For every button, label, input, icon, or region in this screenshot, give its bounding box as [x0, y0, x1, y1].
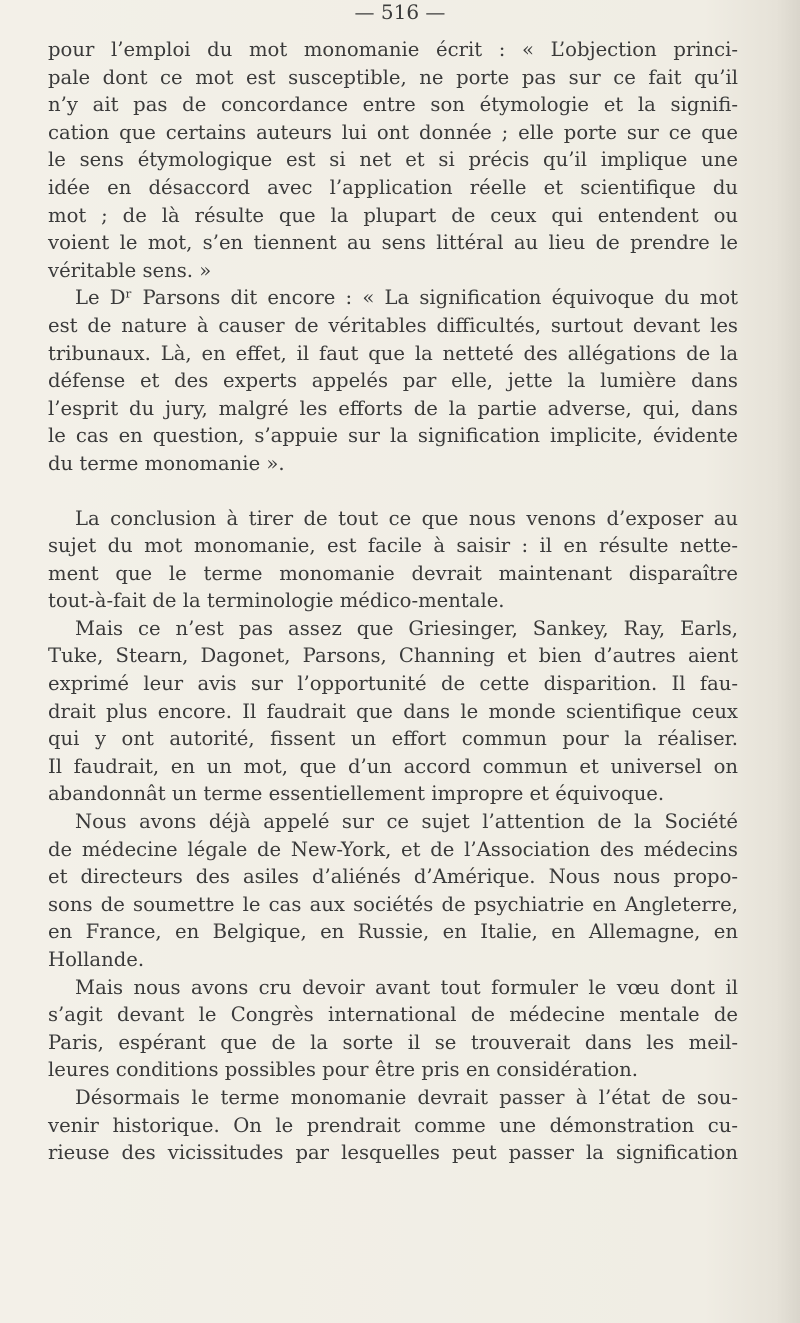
- text-line: qui y ont autorité, fissent un effort commun pour la réaliser.: [48, 727, 738, 751]
- text-line: mot ; de là résulte que la plupart de ceux qui entendent ou: [48, 203, 738, 227]
- text-line: sujet du mot monomanie, est facile à saisir : il en résulte nette-: [48, 534, 738, 558]
- text-line: exprimé leur avis sur l’opportunité de cette disparition. Il fau-: [48, 672, 738, 696]
- text-line: Le Dʳ Parsons dit encore : « La signification équivoque du mot: [75, 286, 738, 310]
- text-line: s’agit devant le Congrès international de médecine mentale de: [48, 1003, 738, 1027]
- text-line: du terme monomanie ».: [48, 451, 285, 475]
- text-line: La conclusion à tirer de tout ce que nous venons d’exposer au: [75, 506, 738, 530]
- text-line: Paris, espérant que de la sorte il se trouverait dans les meil-: [48, 1030, 738, 1054]
- paragraph: [48, 808, 738, 974]
- text-line: idée en désaccord avec l’application réelle et scientifique du: [48, 175, 738, 199]
- text-line: voient le mot, s’en tiennent au sens littéral au lieu de prendre le: [48, 231, 738, 255]
- text-line: sons de soumettre le cas aux sociétés de psychiatrie en Angleterre,: [48, 892, 738, 916]
- text-line: Désormais le terme monomanie devrait passer à l’état de sou-: [75, 1085, 738, 1109]
- text-line: véritable sens. »: [48, 258, 212, 282]
- text-line: Nous avons déjà appelé sur ce sujet l’attention de la Société: [75, 810, 738, 834]
- text-line: tribunaux. Là, en effet, il faut que la netteté des allégations de la: [48, 341, 738, 365]
- paragraph: [48, 284, 738, 477]
- text-line: leures conditions possibles pour être pris en considération.: [48, 1058, 638, 1082]
- paragraph-gap: [48, 478, 738, 505]
- text-line: Mais ce n’est pas assez que Griesinger, Sankey, Ray, Earls,: [75, 616, 738, 640]
- text-line: rieuse des vicissitudes par lesquelles peut passer la signification: [48, 1141, 738, 1165]
- text-line: de médecine légale de New-York, et de l’Association des médecins: [48, 837, 738, 861]
- text-line: ment que le terme monomanie devrait maintenant disparaître: [48, 561, 738, 585]
- paragraph: [48, 505, 738, 615]
- text-line: n’y ait pas de concordance entre son étymologie et la signifi-: [48, 93, 738, 117]
- text-line: Mais nous avons cru devoir avant tout formuler le vœu dont il: [75, 975, 738, 999]
- text-line: Il faudrait, en un mot, que d’un accord commun et universel on: [48, 754, 738, 778]
- text-line: le sens étymologique est si net et si précis qu’il implique une: [48, 148, 738, 172]
- paragraph: [48, 615, 738, 808]
- text-line: et directeurs des asiles d’aliénés d’Amérique. Nous nous propo-: [48, 865, 738, 889]
- text-line: abandonnât un terme essentiellement impropre et équivoque.: [48, 782, 665, 806]
- text-line: cation que certains auteurs lui ont donnée ; elle porte sur ce que: [48, 120, 738, 144]
- paragraph: [48, 974, 738, 1084]
- body-text: [48, 36, 738, 1167]
- paragraph: [48, 36, 738, 284]
- text-line: Tuke, Stearn, Dagonet, Parsons, Channing et bien d’autres aient: [48, 644, 738, 668]
- text-line: Hollande.: [48, 948, 145, 971]
- text-line: pour l’emploi du mot monomanie écrit : « L’objection princi-: [48, 38, 738, 61]
- paragraph: [48, 1084, 738, 1167]
- text-line: l’esprit du jury, malgré les efforts de la partie adverse, qui, dans: [48, 396, 738, 420]
- text-line: défense et des experts appelés par elle, jette la lumière dans: [48, 369, 738, 393]
- page-number: — 516 —: [354, 0, 446, 24]
- text-line: est de nature à causer de véritables difficultés, surtout devant les: [48, 313, 738, 337]
- text-line: en France, en Belgique, en Russie, en Italie, en Allemagne, en: [48, 920, 738, 944]
- text-line: le cas en question, s’appuie sur la signification implicite, évidente: [48, 424, 738, 448]
- text-line: drait plus encore. Il faudrait que dans le monde scientifique ceux: [48, 699, 738, 723]
- text-line: venir historique. On le prendrait comme une démonstration cu-: [48, 1113, 738, 1137]
- text-line: tout-à-fait de la terminologie médico-mentale.: [48, 589, 505, 613]
- text-line: pale dont ce mot est susceptible, ne porte pas sur ce fait qu’il: [48, 65, 738, 89]
